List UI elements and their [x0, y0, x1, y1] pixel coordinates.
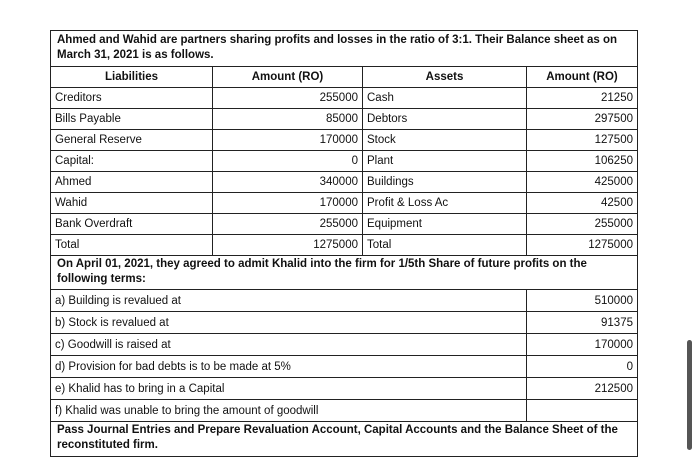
table-row	[51, 130, 637, 151]
table-row	[51, 214, 637, 235]
table-header	[51, 67, 637, 88]
liability-cell: General Reserve	[51, 130, 213, 150]
total-row	[51, 235, 637, 256]
scrollbar[interactable]	[687, 340, 692, 450]
term-label: a) Building is revalued at	[51, 290, 527, 311]
asset-amount-cell: 21250	[601, 92, 633, 104]
asset-cell: Plant	[363, 151, 527, 171]
liability-cell: Wahid	[51, 193, 213, 213]
liability-amount-cell: 340000	[213, 172, 363, 192]
term-row	[51, 400, 637, 422]
term-value: 212500	[594, 382, 633, 395]
asset-amount-cell: 255000	[594, 218, 633, 230]
asset-amount-cell: 42500	[601, 197, 633, 209]
term-label: b) Stock is revalued at	[51, 312, 527, 333]
term-label: d) Provision for bad debts is to be made at 5%	[51, 356, 527, 377]
balance-sheet-table	[50, 30, 638, 457]
asset-amount-cell: 127500	[594, 134, 633, 146]
term-value: 170000	[594, 338, 633, 351]
liability-amount-cell: 170000	[213, 193, 363, 213]
header-assets: Assets	[363, 67, 527, 87]
term-label: f) Khalid was unable to bring the amount of goodwill	[51, 400, 527, 421]
asset-amount-cell: 106250	[594, 155, 633, 167]
liability-cell: Creditors	[51, 88, 213, 108]
liability-cell: Bills Payable	[51, 109, 213, 129]
term-value: 0	[626, 360, 633, 373]
liability-amount-cell: 0	[213, 151, 363, 171]
asset-cell: Profit & Loss Ac	[363, 193, 527, 213]
term-value: 510000	[594, 294, 633, 307]
header-liabilities: Liabilities	[51, 67, 213, 87]
header-amount-right: Amount (RO)	[546, 71, 618, 83]
asset-amount-cell: 1275000	[588, 239, 633, 251]
table-row	[51, 88, 637, 109]
table-row	[51, 193, 637, 214]
asset-cell: Buildings	[363, 172, 527, 192]
header-amount-left: Amount (RO)	[213, 67, 363, 87]
asset-cell: Total	[363, 235, 527, 255]
liability-amount-cell: 255000	[213, 88, 363, 108]
liability-cell: Capital:	[51, 151, 213, 171]
asset-cell: Stock	[363, 130, 527, 150]
liability-amount-cell: 1275000	[213, 235, 363, 255]
asset-cell: Equipment	[363, 214, 527, 234]
term-label: e) Khalid has to bring in a Capital	[51, 378, 527, 399]
term-value	[527, 400, 637, 421]
admission-terms-text: On April 01, 2021, they agreed to admit Khalid into the firm for 1/5th Share of future profits on the following terms:	[51, 256, 637, 290]
term-row	[51, 334, 637, 356]
term-row	[51, 312, 637, 334]
liability-amount-cell: 85000	[213, 109, 363, 129]
asset-amount-cell: 297500	[594, 113, 633, 125]
term-row	[51, 290, 637, 312]
asset-amount-cell: 425000	[594, 176, 633, 188]
term-row	[51, 356, 637, 378]
liability-cell: Total	[51, 235, 213, 255]
liability-cell: Bank Overdraft	[51, 214, 213, 234]
asset-cell: Cash	[363, 88, 527, 108]
asset-cell: Debtors	[363, 109, 527, 129]
term-label: c) Goodwill is raised at	[51, 334, 527, 355]
term-row	[51, 378, 637, 400]
liability-amount-cell: 255000	[213, 214, 363, 234]
liability-cell: Ahmed	[51, 172, 213, 192]
table-row	[51, 151, 637, 172]
term-value: 91375	[601, 316, 633, 329]
instruction-text: Pass Journal Entries and Prepare Revaluation Account, Capital Accounts and the Balance Sheet of the reconstituted firm.	[57, 424, 618, 451]
liability-amount-cell: 170000	[213, 130, 363, 150]
table-row	[51, 172, 637, 193]
table-row	[51, 109, 637, 130]
problem-title: Ahmed and Wahid are partners sharing profits and losses in the ratio of 3:1. Their Balance sheet as on March 31, 2021 is as follows.	[51, 31, 637, 67]
